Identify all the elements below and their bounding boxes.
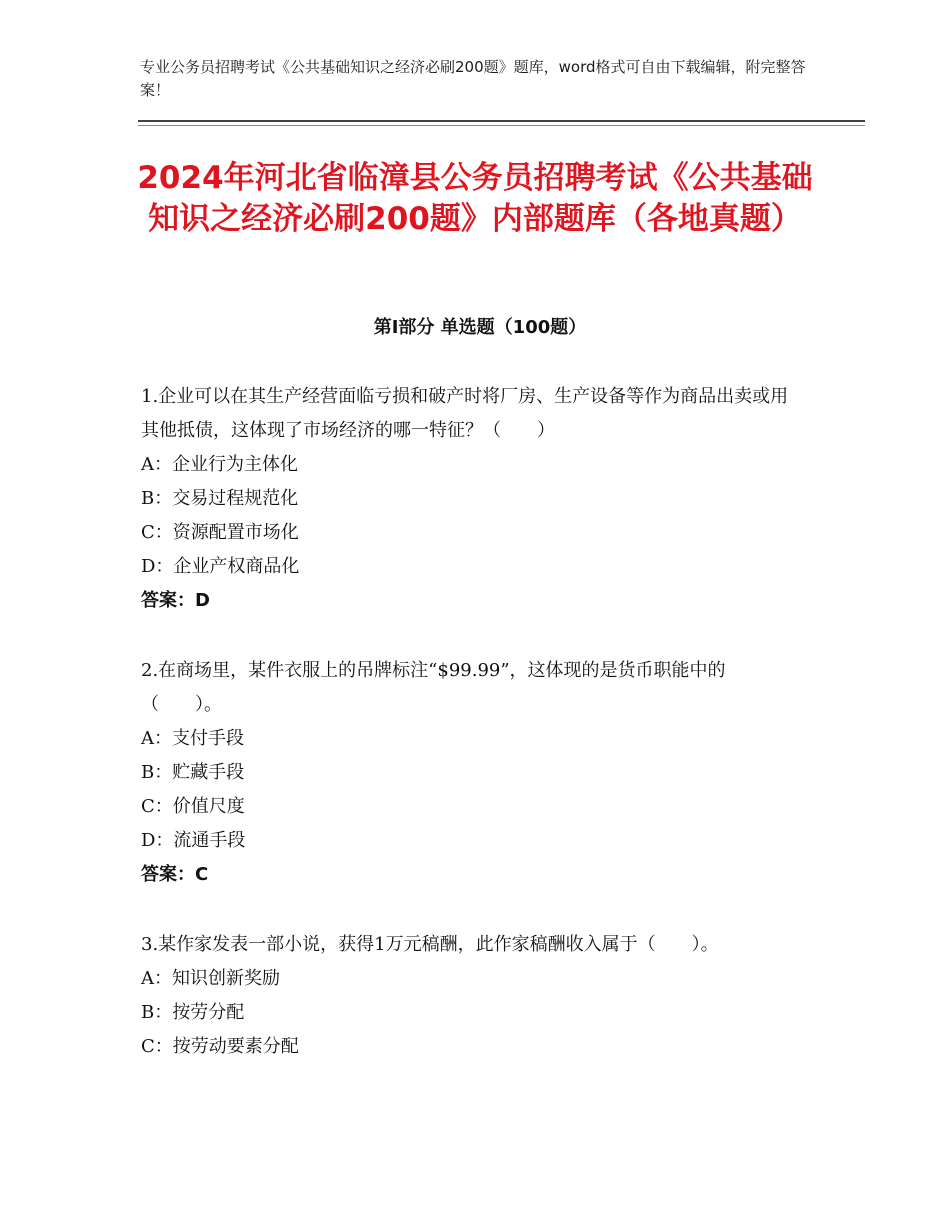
question-stem: 2.在商场里，某件衣服上的吊牌标注“$99.99”，这体现的是货币职能中的（ ）。: [141, 660, 726, 715]
answer-label: 答案：: [141, 590, 195, 611]
question-stem: 3.某作家发表一部小说，获得1万元稿酬，此作家稿酬收入属于（ ）。: [141, 934, 719, 955]
option-c: C：按劳动要素分配: [141, 1036, 299, 1057]
section-heading: 第Ⅰ部分 单选题（100题）: [373, 317, 587, 338]
option-d: D：企业产权商品化: [141, 556, 300, 577]
option-c: C：资源配置市场化: [141, 522, 299, 543]
answer-line: [141, 858, 801, 892]
option-a: A：企业行为主体化: [141, 454, 298, 475]
option-c: C：价值尺度: [141, 796, 245, 817]
header-note: 专业公务员招聘考试《公共基础知识之经济必刷200题》题库，word格式可自由下载编辑，附完整答案！: [140, 58, 806, 99]
question-3: [141, 928, 801, 1064]
document-title: 2024年河北省临漳县公务员招聘考试《公共基础知识之经济必刷200题》内部题库（各地真题）: [137, 160, 813, 237]
question-1: [141, 380, 801, 618]
option-d: D：流通手段: [141, 830, 246, 851]
option-a: A：支付手段: [141, 728, 244, 749]
option-a: A：知识创新奖励: [141, 968, 280, 989]
question-stem: 1.企业可以在其生产经营面临亏损和破产时将厂房、生产设备等作为商品出卖或用其他抵债，这体现了市场经济的哪一特征？（ ）: [141, 386, 789, 441]
answer-label: 答案：: [141, 864, 195, 885]
header-rule-thin: [138, 125, 865, 126]
answer-line: [141, 584, 801, 618]
option-b: B：交易过程规范化: [141, 488, 299, 509]
question-2: [141, 654, 801, 892]
question-list: [141, 380, 801, 1100]
answer-value: C: [195, 864, 209, 885]
header-rule-thick: [138, 120, 865, 122]
option-b: B：贮藏手段: [141, 762, 245, 783]
answer-value: D: [195, 590, 210, 611]
option-b: B：按劳分配: [141, 1002, 245, 1023]
